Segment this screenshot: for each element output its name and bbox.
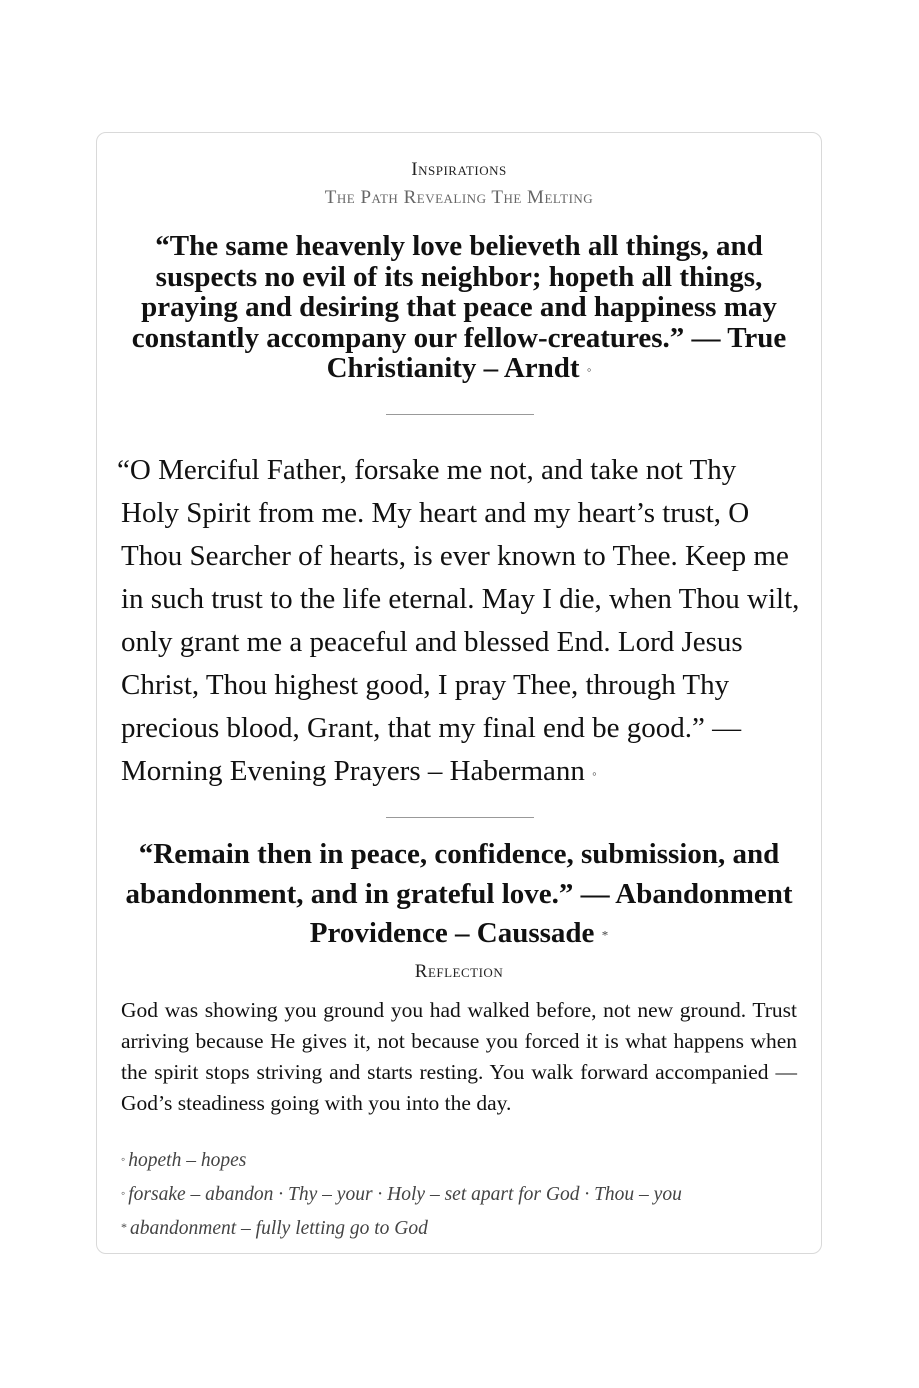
prayer-text: “O Merciful Father, forsake me not, and take not Thy Holy Spirit from me. My heart and my heart’s trust, O Thou Searcher of hearts, is ever known to Thee. Keep me in such trust to the life eternal. May I die, when Thou wilt, only grant me a peaceful and blessed End. Lord Jesus Christ, Thou highest good, I pray Thee, through Thy precious blood, Grant, that my final end be good.” — Morning Evening Prayers – Habermann <box>117 454 800 787</box>
closing-quote <box>111 835 807 955</box>
footnote-marker: ◦ <box>586 362 592 378</box>
glossary-note <box>121 1143 797 1177</box>
divider <box>386 414 534 415</box>
glossary-note-text: abandonment – fully letting go to God <box>130 1218 428 1239</box>
closing-quote-text: “Remain then in peace, confidence, submission, and abandonment, and in grateful love.” — Abandonment Providence – Caussade <box>125 838 793 949</box>
footnote-marker: * <box>121 1220 127 1234</box>
reflection-heading: Reflection <box>414 961 504 982</box>
footnote-marker: ◦ <box>121 1152 126 1166</box>
footnote-marker: ◦ <box>121 1186 126 1200</box>
featured-quote-text: “The same heavenly love believeth all things, and suspects no evil of its neighbor; hopeth all things, praying and desiring that peace and happiness may constantly accompany our fellow-creatures.” — True Christianity – Arndt <box>131 230 787 384</box>
glossary-note-text: hopeth – hopes <box>128 1150 247 1171</box>
glossary-notes <box>121 1143 797 1245</box>
section-subtitle: The Path Revealing The Melting <box>324 187 594 208</box>
divider <box>386 817 534 818</box>
glossary-note <box>121 1177 797 1211</box>
glossary-note <box>121 1211 797 1245</box>
glossary-note-text: forsake – abandon · Thy – your · Holy – set apart for God · Thou – you <box>128 1184 682 1205</box>
featured-quote <box>115 231 803 386</box>
footnote-marker: ◦ <box>592 765 597 781</box>
reflection-text: God was showing you ground you had walked before, not new ground. Trust arriving because He gives it, not because you forced it is what happens when the spirit stops striving and starts resting. You walk forward accompanied — God’s steadiness going with you into the day. <box>121 998 797 1115</box>
footnote-marker: * <box>601 927 609 943</box>
prayer-passage <box>117 449 801 795</box>
inspiration-card <box>96 132 822 1254</box>
section-title: Inspirations <box>411 159 507 180</box>
